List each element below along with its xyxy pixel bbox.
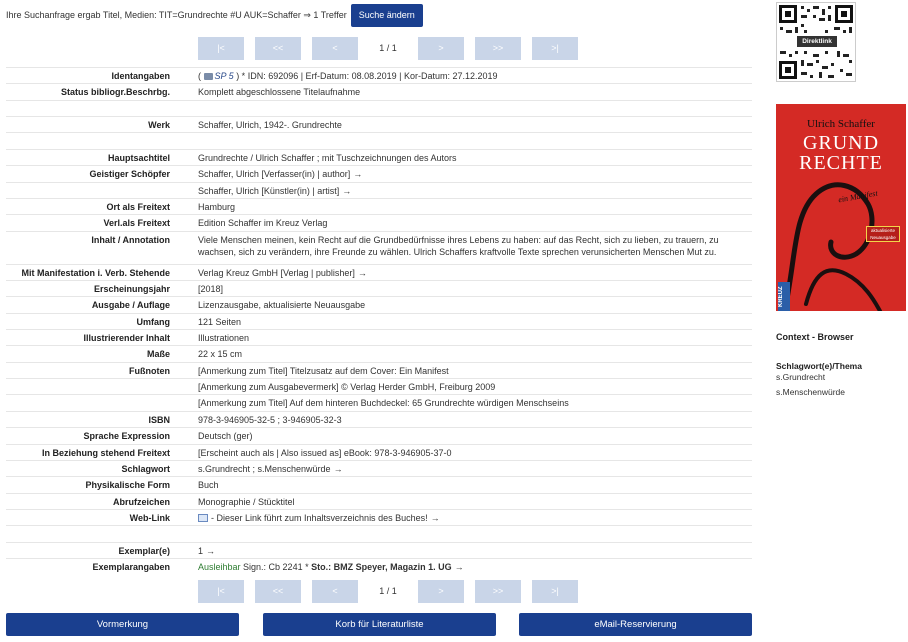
field-value: [176, 133, 752, 149]
arrow-right-icon[interactable]: →: [206, 545, 216, 556]
query-summary: Ihre Suchanfrage ergab Titel, Medien: TIT=Grundrechte #U AUK=Schaffer ⇒ 1 Treffer: [6, 9, 347, 20]
context-browser-title: Context - Browser: [776, 332, 854, 342]
value-text[interactable]: 1: [198, 545, 204, 556]
value-text: 121 Seiten: [198, 316, 242, 327]
record-row: [6, 100, 752, 116]
prev-block-button[interactable]: <<: [255, 580, 301, 603]
record-row: [6, 280, 752, 296]
location: Sto.: BMZ Speyer, Magazin 1. UG: [311, 562, 452, 573]
record-row: [6, 346, 752, 362]
record-row: [6, 411, 752, 427]
field-value: [176, 231, 752, 264]
record-row: [6, 182, 752, 198]
record-row: [6, 264, 752, 280]
field-label: [6, 395, 176, 411]
field-value: [176, 166, 752, 182]
prev-block-button[interactable]: <<: [255, 37, 301, 60]
field-value: [176, 411, 752, 427]
field-label: [6, 182, 176, 198]
reserve-button[interactable]: Vormerkung: [6, 613, 239, 636]
first-page-button[interactable]: |<: [198, 580, 244, 603]
record-row: [6, 313, 752, 329]
field-value: [176, 280, 752, 296]
field-value: [176, 68, 752, 84]
first-page-button[interactable]: |<: [198, 37, 244, 60]
cover-title-line2: RECHTE: [799, 152, 883, 174]
next-page-button[interactable]: >: [418, 580, 464, 603]
field-label: Fußnoten: [6, 362, 176, 378]
field-value: [176, 444, 752, 460]
field-label: Inhalt / Annotation: [6, 231, 176, 264]
field-label: Exemplarangaben: [6, 559, 176, 575]
field-label: Web-Link: [6, 509, 176, 525]
record-row: [6, 297, 752, 313]
value-text: Buch: [198, 480, 219, 491]
field-label: Physikalische Form: [6, 477, 176, 493]
cover-sticker: aktualisierte Neuausgabe: [866, 226, 900, 242]
field-label: Exemplar(e): [6, 542, 176, 558]
cover-publisher-logo: KREUZ: [778, 282, 790, 311]
field-value: [176, 182, 752, 198]
record-row: [6, 444, 752, 460]
field-value: [176, 346, 752, 362]
record-row: [6, 526, 752, 542]
field-value: [176, 477, 752, 493]
record-row: [6, 559, 752, 575]
field-label: [6, 100, 176, 116]
record-details: [6, 67, 752, 575]
field-value: [176, 264, 752, 280]
next-block-button[interactable]: >>: [475, 580, 521, 603]
cover-author: Ulrich Schaffer: [807, 118, 875, 130]
field-value: [176, 117, 752, 133]
value-text[interactable]: Schaffer, Ulrich [Künstler(in) | artist]: [198, 185, 340, 196]
record-row: [6, 117, 752, 133]
arrow-right-icon[interactable]: →: [454, 562, 464, 573]
record-row: [6, 198, 752, 214]
pager-bottom: [198, 579, 578, 603]
field-value: [176, 149, 752, 165]
field-value: [176, 379, 752, 395]
subject-heading: Schlagwort(e)/Thema: [776, 361, 862, 371]
field-label: Maße: [6, 346, 176, 362]
field-label: Verl.als Freitext: [6, 215, 176, 231]
arrow-right-icon[interactable]: →: [342, 185, 352, 196]
qr-direct-link-label: Direktlink: [797, 36, 837, 47]
change-search-button[interactable]: Suche ändern: [351, 4, 423, 27]
field-label: Schlagwort: [6, 460, 176, 476]
id-prefix: (: [198, 71, 204, 81]
record-row: [6, 509, 752, 525]
record-row: [6, 542, 752, 558]
record-row: [6, 231, 752, 264]
last-page-button[interactable]: >|: [532, 580, 578, 603]
field-value: [176, 84, 752, 100]
value-text: Lizenzausgabe, aktualisierte Neuausgabe: [198, 300, 366, 311]
availability-status[interactable]: Ausleihbar: [198, 562, 241, 573]
subject-link-grundrecht[interactable]: s.Grundrecht: [776, 372, 826, 382]
arrow-right-icon[interactable]: →: [333, 463, 343, 474]
record-row: [6, 149, 752, 165]
value-text[interactable]: Schaffer, Ulrich [Verfasser(in) | author]: [198, 169, 351, 180]
field-label: Erscheinungsjahr: [6, 280, 176, 296]
field-value: [176, 313, 752, 329]
field-value: [176, 493, 752, 509]
record-row: [6, 362, 752, 378]
last-page-button[interactable]: >|: [532, 37, 578, 60]
arrow-right-icon[interactable]: →: [430, 512, 440, 523]
field-value: [176, 559, 752, 575]
prev-page-button[interactable]: <: [312, 580, 358, 603]
field-label: Geistiger Schöpfer: [6, 166, 176, 182]
value-text: Viele Menschen meinen, kein Recht auf die Grundbedürfnisse ihres Lebens zu haben: auf das Recht, sich zu lieben, zu trauern, zu wachsen, sich zu verändern, ihre Freunde zu wählen. Ulrich Schaffers kraftvolle Texte sprechen verunsicherten Menschen Mut zu.: [198, 234, 719, 257]
action-bar: [6, 613, 752, 637]
record-row: [6, 477, 752, 493]
add-to-basket-button[interactable]: Korb für Literaturliste: [263, 613, 496, 636]
pager-position: 1 / 1: [379, 43, 397, 53]
record-row: [6, 395, 752, 411]
field-value: [176, 198, 752, 214]
value-text[interactable]: - Dieser Link führt zum Inhaltsverzeichnis des Buches!: [211, 512, 428, 523]
id-code: SP 5: [214, 71, 234, 81]
value-text[interactable]: s.Grundrecht ; s.Menschenwürde: [198, 463, 331, 474]
value-text: Illustrationen: [198, 333, 250, 344]
book-cover: [776, 104, 906, 311]
field-label: In Beziehung stehend Freitext: [6, 444, 176, 460]
field-value: [176, 100, 752, 116]
record-row: [6, 493, 752, 509]
record-row: [6, 428, 752, 444]
field-label: Hauptsachtitel: [6, 149, 176, 165]
value-text: Monographie / Stücktitel: [198, 496, 295, 507]
field-label: ISBN: [6, 411, 176, 427]
record-row: [6, 330, 752, 346]
value-text: [Anmerkung zum Ausgabevermerk] © Verlag Herder GmbH, Freiburg 2009: [198, 382, 496, 393]
field-label: Status bibliogr.Beschrbg.: [6, 84, 176, 100]
value-text: Deutsch (ger): [198, 431, 253, 442]
field-label: Ausgabe / Auflage: [6, 297, 176, 313]
query-bar: [6, 3, 766, 27]
field-value: [176, 297, 752, 313]
prev-page-button[interactable]: <: [312, 37, 358, 60]
value-text: Schaffer, Ulrich, 1942-. Grundrechte: [198, 120, 342, 131]
field-value: [176, 330, 752, 346]
field-value: [176, 526, 752, 542]
pager-position: 1 / 1: [379, 586, 397, 596]
field-label: Abrufzeichen: [6, 493, 176, 509]
field-label: Illustrierender Inhalt: [6, 330, 176, 346]
book-icon: [204, 73, 213, 80]
record-row: [6, 379, 752, 395]
field-label: [6, 133, 176, 149]
field-label: Umfang: [6, 313, 176, 329]
pager-top: [198, 36, 578, 60]
next-page-button[interactable]: >: [418, 37, 464, 60]
record-row: [6, 84, 752, 100]
value-text: [2018]: [198, 283, 224, 294]
record-row: [6, 133, 752, 149]
value-text: Grundrechte / Ulrich Schaffer ; mit Tuschzeichnungen des Autors: [198, 152, 457, 163]
arrow-right-icon[interactable]: →: [357, 267, 367, 278]
record-row: [6, 215, 752, 231]
field-label: [6, 379, 176, 395]
record-row: [6, 166, 752, 182]
value-text: Komplett abgeschlossene Titelaufnahme: [198, 87, 361, 98]
shelf-mark: Sign.: Cb 2241 *: [240, 562, 312, 573]
field-value: [176, 460, 752, 476]
field-value: [176, 542, 752, 558]
email-reservation-button[interactable]: eMail-Reservierung: [519, 613, 752, 636]
value-text[interactable]: Verlag Kreuz GmbH [Verlag | publisher]: [198, 267, 355, 278]
field-value: [176, 215, 752, 231]
field-label: Identangaben: [6, 68, 176, 84]
record-row: [6, 460, 752, 476]
field-label: Mit Manifestation i. Verb. Stehende: [6, 264, 176, 280]
link-icon[interactable]: [198, 514, 208, 522]
value-text: [Anmerkung zum Titel] Auf dem hinteren Buchdeckel: 65 Grundrechte würdigen Menschseins: [198, 398, 569, 409]
field-value: [176, 395, 752, 411]
record-row: [6, 68, 752, 84]
field-label: Ort als Freitext: [6, 198, 176, 214]
value-text: Hamburg: [198, 201, 236, 212]
field-value: [176, 362, 752, 378]
field-value: [176, 428, 752, 444]
value-text: [Erscheint auch als | Also issued as] eBook: 978-3-946905-37-0: [198, 447, 452, 458]
subject-link-menschenwuerde[interactable]: s.Menschenwürde: [776, 387, 845, 397]
cover-title-line1: GRUND: [802, 132, 880, 154]
value-text: 978-3-946905-32-5 ; 3-946905-32-3: [198, 414, 342, 425]
field-label: Sprache Expression: [6, 428, 176, 444]
qr-code-direct-link[interactable]: [776, 2, 856, 82]
value-text: 22 x 15 cm: [198, 349, 243, 360]
cover-subtitle: ein Manifest: [837, 188, 879, 205]
arrow-right-icon[interactable]: →: [353, 169, 363, 180]
value-text: [Anmerkung zum Titel] Titelzusatz auf dem Cover: Ein Manifest: [198, 365, 449, 376]
next-block-button[interactable]: >>: [475, 37, 521, 60]
field-label: [6, 526, 176, 542]
value-text: Edition Schaffer im Kreuz Verlag: [198, 218, 328, 229]
field-label: Werk: [6, 117, 176, 133]
id-details: ) * IDN: 692096 | Erf-Datum: 08.08.2019 | Kor-Datum: 27.12.2019: [233, 71, 498, 81]
field-value: [176, 509, 752, 525]
